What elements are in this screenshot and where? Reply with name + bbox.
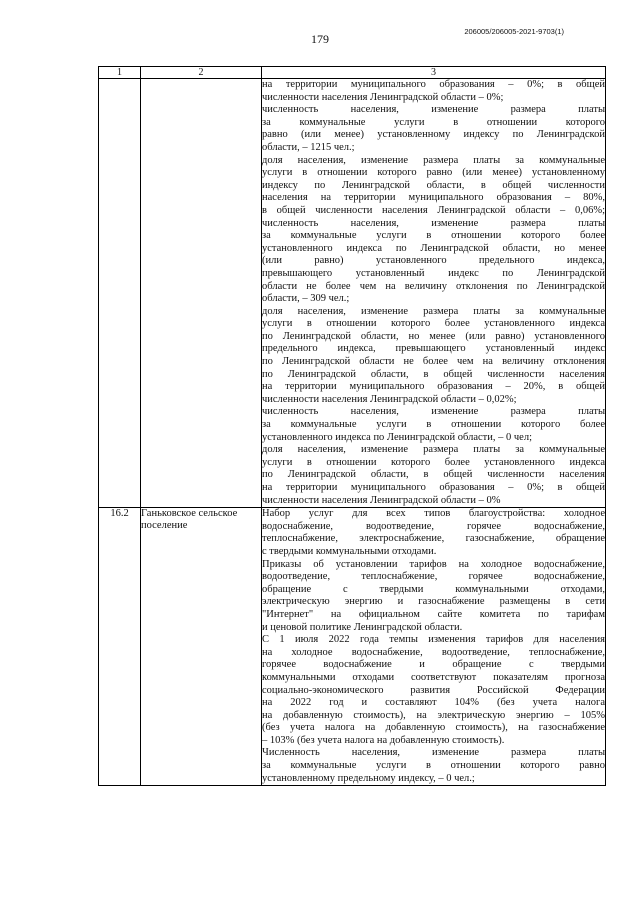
text-line: на 2022 год и составляют 104% (без учета налога	[262, 697, 605, 709]
row-text	[262, 508, 606, 786]
text-line: "Интернет" на официальном сайте комитета по тарифам	[262, 608, 605, 620]
text-line: – 103% (без учета налога на добавленную стоимость).	[262, 734, 505, 746]
text-line: доля населения, изменение размера платы за коммунальные	[262, 154, 605, 166]
text-line: превышающего установленный индекс по Ленинградской	[262, 267, 605, 279]
text-line: численность населения, изменение размера платы	[262, 217, 605, 229]
text-line: численности населения Ленинградской области – 0%	[262, 494, 501, 506]
text-line: социально-экономического развития Российской Федерации	[262, 684, 605, 696]
text-line: услуги в отношении которого равно (или менее) установленному	[262, 167, 605, 179]
text-line: области, – 309 чел.;	[262, 293, 350, 305]
text-line: обращение с твердыми коммунальными отходами,	[262, 583, 605, 595]
text-line: Приказы об установлении тарифов на холодное водоснабжение,	[262, 558, 605, 570]
text-line: с твердыми коммунальными отходами.	[262, 545, 437, 557]
text-line: доля населения, изменение размера платы за коммунальные	[262, 305, 605, 317]
text-line: индексу по Ленинградской области, в общей численности	[262, 179, 605, 191]
text-line: водоотведение, теплоснабжение, горячее водоснабжение,	[262, 571, 605, 583]
text-line: доля населения, изменение размера платы за коммунальные	[262, 444, 605, 456]
table-row	[99, 508, 606, 786]
text-line: за коммунальные услуги в отношении которого	[262, 116, 605, 128]
text-line: установленного индекса по Ленинградской области, но менее	[262, 242, 605, 254]
text-line: Набор услуг для всех типов благоустройства: холодное	[262, 508, 605, 520]
text-line: населения на территории муниципального образования – 80%,	[262, 192, 605, 204]
text-line: за коммунальные услуги в отношении которого более	[262, 230, 605, 242]
table-header-row	[99, 67, 606, 79]
settlement-name	[141, 79, 262, 508]
row-text	[262, 79, 606, 508]
text-line: области, – 1215 чел.;	[262, 141, 355, 153]
text-line: теплоснабжение, электроснабжение, газоснабжение, обращение	[262, 533, 605, 545]
row-number	[99, 79, 141, 508]
text-line: горячее водоснабжение и обращение с твердыми	[262, 659, 605, 671]
text-line: за коммунальные услуги в отношении которого равно	[262, 760, 605, 772]
text-line: Численность населения, изменение размера платы	[262, 747, 605, 759]
text-line: по Ленинградской области, в общей численности населения	[262, 469, 605, 481]
settlement-name: Ганьковское сельское поселение	[141, 508, 262, 786]
text-line: по Ленинградской области не более чем на величину отклонения	[262, 356, 605, 368]
text-line: области не более чем на величину отклонения по Ленинградской	[262, 280, 605, 292]
text-line: по Ленинградской области, но менее (или равно) установленного	[262, 330, 605, 342]
text-line: по Ленинградской области, в общей численности населения	[262, 368, 605, 380]
column-header-2: 2	[141, 67, 262, 79]
text-line: численности населения Ленинградской области – 0,02%;	[262, 393, 517, 405]
text-line: на территории муниципального образования – 20%, в общей	[262, 381, 605, 393]
text-line: в общей численности населения Ленинградской области – 0,06%;	[262, 204, 605, 216]
text-line: услуги в отношении которого более установленного индекса	[262, 456, 605, 468]
column-header-1: 1	[99, 67, 141, 79]
text-line: водоснабжение, водоотведение, горячее водоснабжение,	[262, 520, 605, 532]
document-id: 206005/206005-2021-9703(1)	[464, 27, 564, 36]
text-line: на добавленную стоимость), на электрическую энергию – 105%	[262, 709, 605, 721]
text-line: (без учета налога на добавленную стоимость), на газоснабжение	[262, 722, 605, 734]
text-line: равно (или менее) установленному индексу по Ленинградской	[262, 129, 605, 141]
table-row	[99, 79, 606, 508]
row-number: 16.2	[99, 508, 141, 786]
text-line: на территории муниципального образования – 0%; в общей	[262, 482, 605, 493]
text-line: услуги в отношении которого более установленного индекса	[262, 318, 605, 330]
text-line: установленному предельному индексу, – 0 чел.;	[262, 772, 475, 784]
data-table	[98, 66, 606, 786]
text-line: С 1 июля 2022 года темпы изменения тарифов для населения	[262, 634, 605, 646]
text-line: коммунальными отходами соответствуют показателям прогноза	[262, 671, 605, 683]
text-line: на территории муниципального образования – 0%; в общей	[262, 79, 605, 90]
text-line: на холодное водоснабжение, водоотведение, теплоснабжение,	[262, 646, 605, 658]
text-line: численности населения Ленинградской области – 0%;	[262, 91, 504, 103]
text-line: установленного индекса по Ленинградской области, – 0 чел;	[262, 431, 532, 443]
text-line: и ценовой политике Ленинградской области.	[262, 621, 463, 633]
column-header-3: 3	[262, 67, 606, 79]
text-line: электрическую энергию и газоснабжение размещены в сети	[262, 596, 605, 608]
text-line: численность населения, изменение размера платы	[262, 406, 605, 418]
text-line: численность населения, изменение размера платы	[262, 104, 605, 116]
text-line: за коммунальные услуги в отношении которого более	[262, 419, 605, 431]
page-number: 179	[311, 32, 329, 46]
text-line: (или равно) установленного предельного индекса,	[262, 255, 605, 267]
text-line: предельного индекса, превышающего установленный индекс	[262, 343, 605, 355]
